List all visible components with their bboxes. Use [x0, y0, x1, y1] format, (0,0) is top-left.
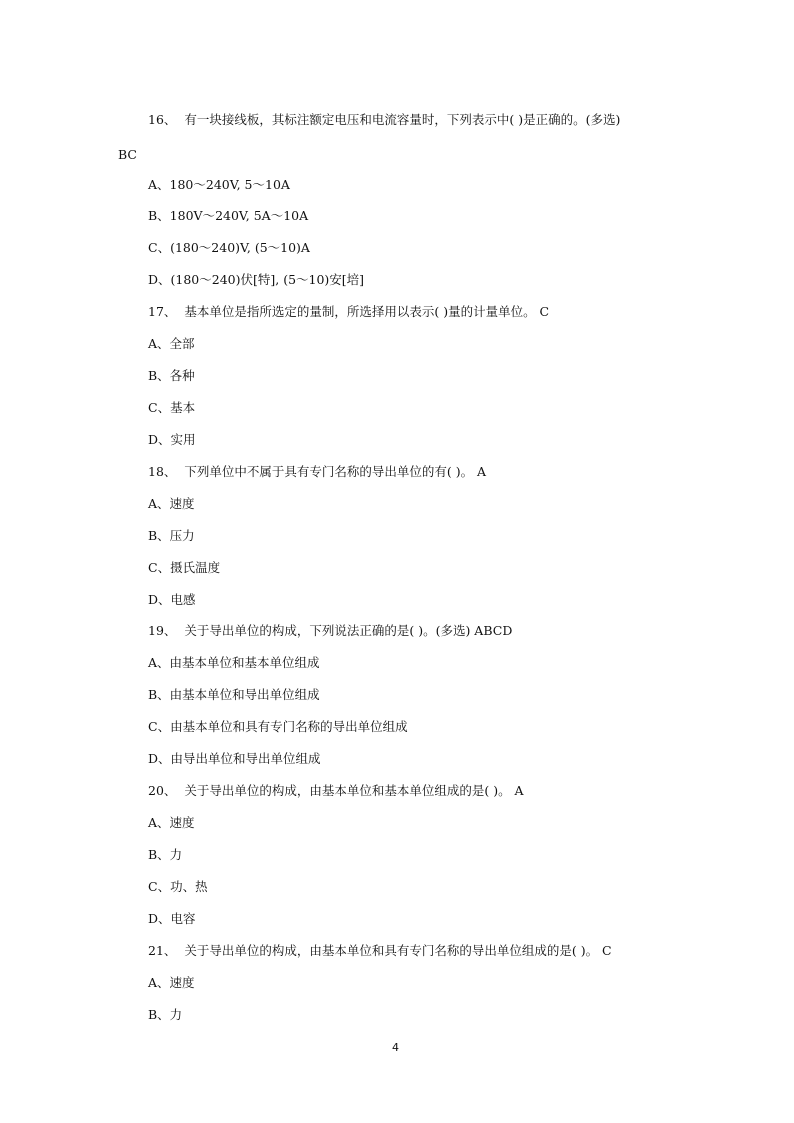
option-text: A、180～240V, 5～10A — [148, 177, 290, 192]
option-text: B、由基本单位和导出单位组成 — [148, 687, 320, 702]
question-text: 20、 关于导出单位的构成，由基本单位和基本单位组成的是( )。 A — [148, 783, 524, 798]
option-text: A、速度 — [148, 496, 195, 511]
option-text: C、功、热 — [148, 879, 208, 894]
page-number: 4 — [392, 1041, 399, 1054]
option-text: D、(180～240)伏[特], (5～10)安[培] — [148, 272, 365, 287]
question-text: 21、 关于导出单位的构成，由基本单位和具有专门名称的导出单位组成的是( )。 C — [148, 943, 612, 958]
question-text: 16、 有一块接线板，其标注额定电压和电流容量时，下列表示中( )是正确的。(多选) — [148, 112, 621, 127]
option-text: B、180V～240V, 5A～10A — [148, 208, 309, 223]
option-text: C、摄氏温度 — [148, 560, 221, 575]
option-text: D、电容 — [148, 911, 196, 926]
option-text: A、速度 — [148, 815, 195, 830]
option-text: D、由导出单位和导出单位组成 — [148, 751, 321, 766]
option-text: A、由基本单位和基本单位组成 — [148, 655, 320, 670]
question-text: 17、 基本单位是指所选定的量制，所选择用以表示( )量的计量单位。 C — [148, 304, 550, 319]
option-text: B、力 — [148, 1007, 183, 1022]
question-text: 18、 下列单位中不属于具有专门名称的导出单位的有( )。 A — [148, 464, 487, 479]
option-text: C、基本 — [148, 400, 196, 415]
option-text: B、力 — [148, 847, 183, 862]
option-text: A、速度 — [148, 975, 195, 990]
answer-text: BC — [118, 147, 137, 162]
option-text: A、全部 — [148, 336, 195, 351]
option-text: D、电感 — [148, 592, 196, 607]
option-text: D、实用 — [148, 432, 196, 447]
question-text: 19、 关于导出单位的构成，下列说法正确的是( )。(多选) ABCD — [148, 623, 513, 638]
option-text: C、由基本单位和具有专门名称的导出单位组成 — [148, 719, 408, 734]
option-text: B、压力 — [148, 528, 195, 543]
option-text: B、各种 — [148, 368, 195, 383]
option-text: C、(180～240)V, (5～10)A — [148, 240, 310, 255]
